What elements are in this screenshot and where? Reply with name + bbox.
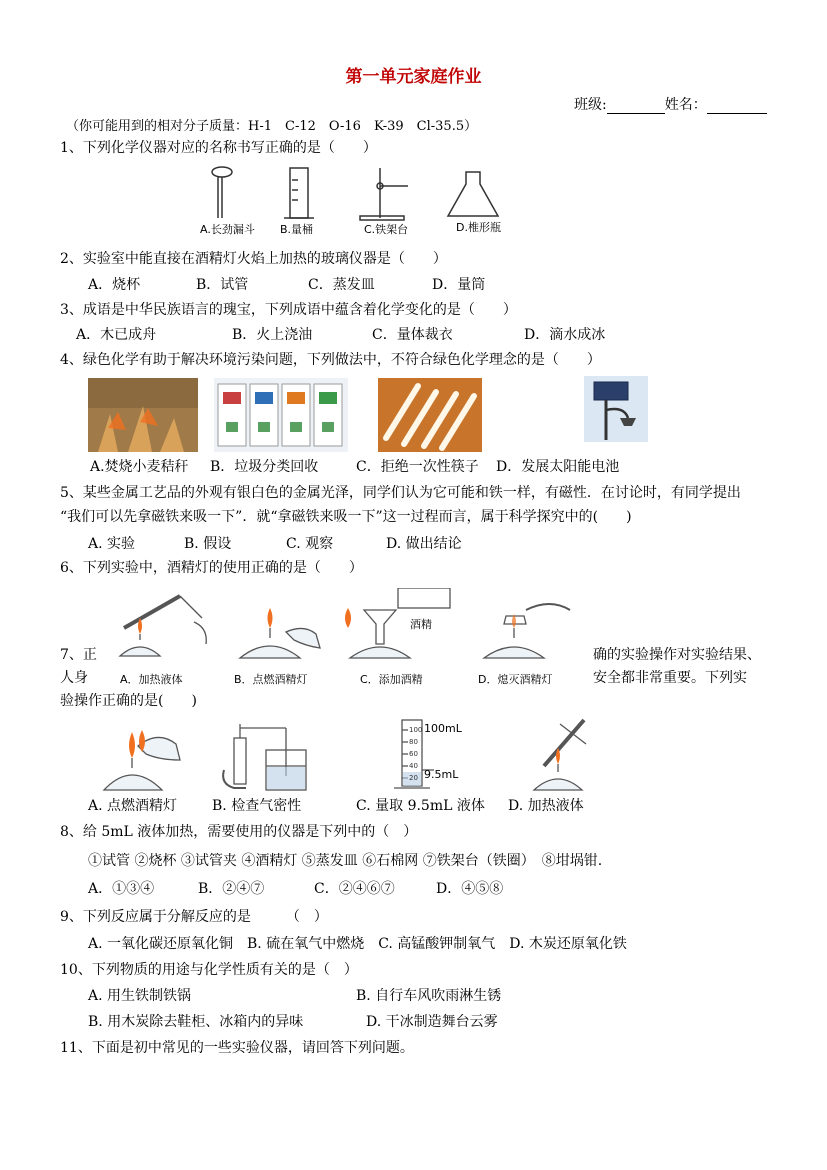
q5-line2: “我们可以先拿磁铁来吸一下”．就“拿磁铁来吸一下”这一过程而言，属于科学探究中的( ) (60, 509, 632, 525)
q6-alcohol-lamp-figure (110, 588, 578, 670)
q6-caption-b: B．点燃酒精灯 (234, 673, 308, 686)
q7-text-line3: 验操作正确的是( ) (60, 693, 197, 709)
q10-stem: 10、下列物质的用途与化学性质有关的是（ ） (60, 962, 358, 978)
q7-option-c[interactable]: C. 量取 9.5mL 液体 (356, 798, 485, 814)
q3-stem: 3、成语是中华民族语言的瑰宝，下列成语中蕴含着化学变化的是（ ） (60, 302, 517, 318)
q1-caption-c: C.铁架台 (364, 223, 409, 236)
q3-option-c[interactable]: C．量体裁衣 (372, 327, 453, 343)
q6-caption-c: C．添加酒精 (360, 673, 423, 686)
q4-option-c[interactable]: C．拒绝一次性筷子 (356, 459, 479, 475)
q2-option-a[interactable]: A．烧杯 (88, 277, 141, 293)
cyl-tick-80: 80 (409, 738, 418, 746)
class-blank[interactable] (607, 99, 665, 114)
q8-option-a[interactable]: A．①③④ (88, 881, 155, 897)
q8-option-d[interactable]: D．④⑤⑧ (436, 881, 504, 897)
cylinder-bottom-label: 9.5mL (424, 768, 459, 781)
q2-option-d[interactable]: D．量筒 (432, 277, 486, 293)
q2-option-c[interactable]: C．蒸发皿 (308, 277, 375, 293)
q5-line1: 5、某些金属工艺品的外观有银白色的金属光泽，同学们认为它可能和铁一样，有磁性．在讨论时，有同学提出 (60, 485, 741, 501)
iron-stand-icon (360, 168, 408, 220)
q10-option-c[interactable]: B. 用木炭除去鞋柜、冰箱内的异味 (88, 1014, 304, 1030)
cyl-tick-20: 20 (409, 774, 418, 782)
q1-caption-d: D.椎形瓶 (456, 221, 501, 234)
q8-items: ①试管 ②烧杯 ③试管夹 ④酒精灯 ⑤蒸发皿 ⑥石棉网 ⑦铁架台（铁圈） ⑧坩埚钳. (88, 853, 603, 869)
class-label: 班级: (574, 97, 607, 113)
q5-option-b[interactable]: B. 假设 (184, 536, 232, 552)
q5-option-a[interactable]: A. 实验 (88, 536, 136, 552)
q11-stem: 11、下面是初中常见的一些实验仪器，请回答下列问题。 (60, 1040, 414, 1056)
alcohol-bottle-label: 酒精 (410, 618, 432, 631)
q10-option-b[interactable]: B. 自行车风吹雨淋生锈 (356, 988, 502, 1004)
q3-option-a[interactable]: A．木已成舟 (76, 327, 157, 343)
cylinder-top-label: 100mL (424, 722, 462, 735)
q3-option-d[interactable]: D．滴水成冰 (524, 327, 606, 343)
q4-stem: 4、绿色化学有助于解决环境污染问题，下列做法中，不符合绿色化学理念的是（ ） (60, 352, 601, 368)
class-name-line (574, 96, 767, 114)
solar-lamp-photo (584, 376, 648, 442)
name-blank[interactable] (707, 99, 767, 114)
q7-option-b[interactable]: B. 检查气密性 (212, 798, 302, 814)
q1-caption-b: B.量桶 (280, 223, 314, 236)
q7-option-d[interactable]: D. 加热液体 (508, 798, 584, 814)
q7-a-lighting-lamp-figure (96, 716, 186, 794)
q7-text-right2: 安全都非常重要。下列实 (593, 670, 747, 686)
q2-option-b[interactable]: B．试管 (196, 277, 249, 293)
relative-masses-note: （你可能用到的相对分子质量：H-1 C-12 O-16 K-39 Cl-35.5） (66, 119, 478, 134)
q4-option-d[interactable]: D．发展太阳能电池 (496, 459, 620, 475)
q8-stem: 8、给 5mL 液体加热，需要使用的仪器是下列中的（ ） (60, 824, 418, 840)
q4-option-b[interactable]: B．垃圾分类回收 (210, 459, 319, 475)
q7-text-right1: 确的实验操作对实验结果、 (593, 647, 761, 663)
q4-option-a[interactable]: A.焚烧小麦秸秆 (90, 459, 189, 475)
q10-option-a[interactable]: A. 用生铁制铁锅 (88, 988, 192, 1004)
q6-caption-d: D．熄灭酒精灯 (478, 673, 553, 686)
q10-option-d[interactable]: D. 干冰制造舞台云雾 (366, 1014, 498, 1030)
page-title: 第一单元家庭作业 (345, 67, 482, 87)
q6-caption-a: A．加热液体 (120, 673, 183, 686)
q8-option-b[interactable]: B．②④⑦ (198, 881, 265, 897)
cyl-tick-60: 60 (409, 750, 418, 758)
q7-text-part1: 7、正 (60, 647, 97, 663)
name-label: 姓名： (664, 97, 707, 113)
q1-stem: 1、下列化学仪器对应的名称书写正确的是（ ） (60, 140, 377, 156)
q8-option-c[interactable]: C．②④⑥⑦ (314, 881, 395, 897)
chopsticks-photo (378, 378, 482, 452)
q5-option-c[interactable]: C. 观察 (286, 536, 334, 552)
q7-d-heating-liquid-figure (530, 714, 590, 794)
q9-stem: 9、下列反应属于分解反应的是 （ ） (60, 909, 328, 925)
q3-option-b[interactable]: B．火上浇油 (232, 327, 313, 343)
sorting-bins-photo (214, 378, 348, 452)
burning-straw-photo (88, 378, 198, 452)
q7-option-a[interactable]: A. 点燃酒精灯 (88, 798, 178, 814)
long-neck-funnel-icon (212, 167, 232, 218)
q6-stem: 6、下列实验中，酒精灯的使用正确的是（ ） (60, 560, 363, 576)
conical-flask-icon (448, 172, 498, 216)
q2-stem: 2、实验室中能直接在酒精灯火焰上加热的玻璃仪器是（ ） (60, 251, 447, 267)
q1-caption-a: A.长劲漏斗 (200, 223, 255, 236)
graduated-cylinder-icon (284, 168, 314, 218)
cyl-tick-40: 40 (409, 762, 418, 770)
cyl-tick-100: 100 (409, 726, 423, 734)
q5-option-d[interactable]: D. 做出结论 (386, 536, 462, 552)
q9-options[interactable]: A. 一氧化碳还原氧化铜 B. 硫在氧气中燃烧 C. 高锰酸钾制氧气 D. 木炭还原氧化铁 (88, 936, 627, 952)
q7-b-airtightness-figure (216, 718, 312, 794)
q7-text-part2: 人身 (60, 670, 88, 686)
